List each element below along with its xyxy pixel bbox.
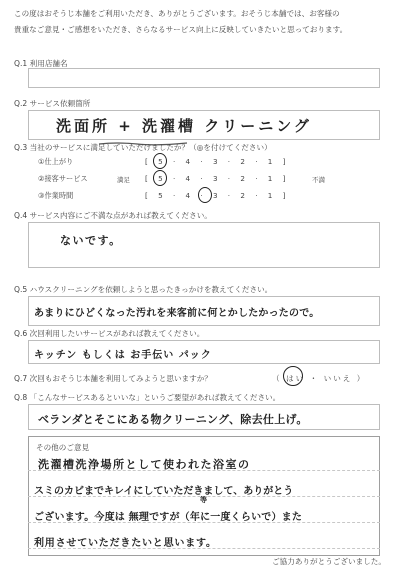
q3-item-label-service: ②接客サービス [38, 174, 88, 183]
intro-line-1: この度はおそうじ本舗をご利用いただき、ありがとうございます。おそうじ本舗では、お客様の [14, 9, 340, 18]
q3-scale-service[interactable]: [ 5 · 4 · 3 · 2 · 1 ] [145, 174, 290, 183]
q1-answer-box[interactable] [28, 68, 380, 88]
q3-item-label-finish: ①仕上がり [38, 157, 74, 166]
q4-handwritten-answer: ないです。 [60, 234, 122, 247]
selection-circle-finish [153, 153, 167, 169]
q3-item-label-time: ③作業時間 [38, 191, 74, 200]
scale-satisfied-label: 満足 [117, 176, 130, 184]
opinion-insert-mark: 等 [200, 495, 208, 504]
opinion-line-4: 利用させていただきたいと思います。 [34, 538, 217, 549]
intro-text [14, 6, 388, 38]
q3-scale-finish[interactable]: [ 5 · 4 · 3 · 2 · 1 ] [145, 157, 290, 166]
q4-label: Q.4 サービス内容にご不満な点があれば教えてください。 [14, 211, 212, 220]
footer-thanks: ご協力ありがとうございました。 [272, 557, 386, 566]
q1-label: Q.1 利用店舗名 [14, 59, 68, 68]
q7-options[interactable]: （ はい ・ いいえ ） [272, 374, 367, 383]
opinion-line-1: 洗濯槽洗浄場所として使われた浴室の [38, 458, 251, 471]
selection-circle-service [153, 170, 167, 186]
q3-label: Q.3 当社のサービスに満足していただけましたか？（◎を付けてください） [14, 143, 272, 152]
q5-label: Q.5 ハウスクリーニングを依頼しようと思ったきっかけを教えてください。 [14, 285, 273, 294]
intro-line-2: 貴重なご意見・ご感想をいただき、さらなるサービス向上に反映していきたいと思っております。 [14, 25, 348, 34]
selection-circle-time [198, 187, 212, 203]
q6-handwritten-answer: キッチン もしくは お手伝い パック [34, 350, 212, 361]
opinion-label: その他のご意見 [36, 443, 90, 452]
q7-label: Q.7 次回もおそうじ本舗を利用してみようと思いますか？ [14, 374, 212, 383]
selection-circle-yes [283, 366, 303, 386]
q8-handwritten-answer: ベランダとそこにある物クリーニング、除去仕上げ。 [38, 413, 308, 426]
q8-label: Q.8 「こんなサービスあるといいな」というご要望があれば教えてください。 [14, 393, 281, 402]
q2-label: Q.2 サービス依頼箇所 [14, 99, 91, 108]
q5-handwritten-answer: あまりにひどくなった汚れを来客前に何とかしたかったので。 [34, 308, 320, 319]
scale-unsatisfied-label: 不満 [312, 176, 325, 184]
opinion-line-2: スミのカビまでキレイにしていただきまして、ありがとう [34, 486, 294, 497]
q6-label: Q.6 次回利用したいサービスがあれば教えてください。 [14, 329, 205, 338]
opinion-line-3: ございます。今度は 無理ですが（年に一度くらいで）また [34, 512, 303, 523]
q3-scale-time[interactable]: [ 5 · 4 · 3 · 2 · 1 ] [145, 191, 290, 200]
q2-handwritten-answer: 洗面所 + 洗濯槽 クリーニング [56, 117, 312, 135]
